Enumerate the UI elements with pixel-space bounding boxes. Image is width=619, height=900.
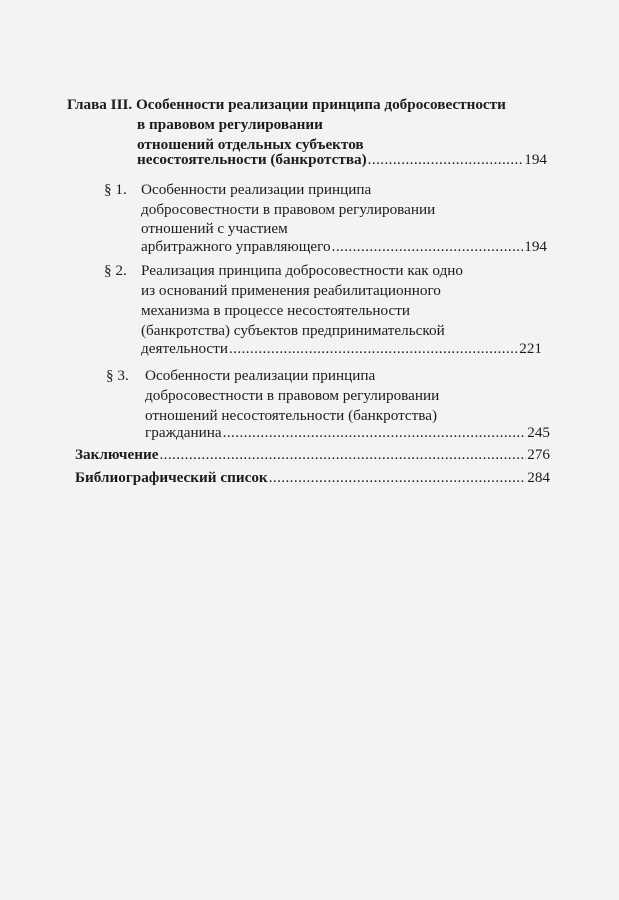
- section-2-line-3: механизма в процессе несостоятельности: [141, 302, 411, 319]
- chapter-title-line-2: в правовом регулировании: [137, 116, 323, 133]
- chapter-title-line-3: отношений отдельных субъектов: [137, 136, 364, 153]
- section-1-sign: § 1.: [104, 181, 127, 198]
- chapter-title-line-4: несостоятельности (банкротства) ..... 194: [137, 150, 547, 170]
- chapter-title-line-1: Особенности реализации принципа добросовестности: [135, 96, 506, 113]
- bibliography-page-number: 284: [527, 469, 550, 486]
- conclusion-entry: [75, 445, 550, 465]
- section-1-line-3: отношений с участием: [141, 220, 288, 237]
- section-2-last-line: деятельности ..... 221: [141, 339, 542, 359]
- section-3-sign: § 3.: [106, 367, 129, 384]
- section-3-line-3: отношений несостоятельности (банкротства): [145, 407, 438, 424]
- dot-leader: [229, 339, 518, 359]
- dot-leader: [159, 445, 526, 465]
- section-2-line-1: Реализация принципа добросовестности как одно: [141, 262, 464, 279]
- section-3-last-line: гражданина ..... 245: [145, 423, 550, 443]
- dot-leader: [223, 423, 527, 443]
- dot-leader: [368, 150, 524, 170]
- chapter-page-number: 194: [524, 151, 547, 168]
- bibliography-label: Библиографический список: [75, 469, 268, 486]
- section-1-page-number: 194: [524, 238, 547, 255]
- chapter-heading: [67, 95, 506, 115]
- section-2-line-4: (банкротства) субъектов предпринимательской: [141, 322, 445, 339]
- bibliography-entry: [75, 468, 550, 488]
- chapter-label: Глава III.: [67, 96, 133, 113]
- dot-leader: [332, 237, 524, 257]
- section-2-line-2: из оснований применения реабилитационного: [141, 282, 441, 299]
- section-1-line-2: добросовестности в правовом регулировании: [141, 201, 436, 218]
- conclusion-label: Заключение: [75, 446, 159, 463]
- section-1-last-line: арбитражного управляющего ..... 194: [141, 237, 547, 257]
- conclusion-page-number: 276: [527, 446, 550, 463]
- section-3-line-2: добросовестности в правовом регулировании: [145, 387, 440, 404]
- section-3-line-1: Особенности реализации принципа: [145, 367, 376, 384]
- section-2-sign: § 2.: [104, 262, 127, 279]
- section-3-page-number: 245: [527, 424, 550, 441]
- section-2-page-number: 221: [519, 340, 542, 357]
- dot-leader: [269, 468, 527, 488]
- section-1-line-1: Особенности реализации принципа: [141, 181, 372, 198]
